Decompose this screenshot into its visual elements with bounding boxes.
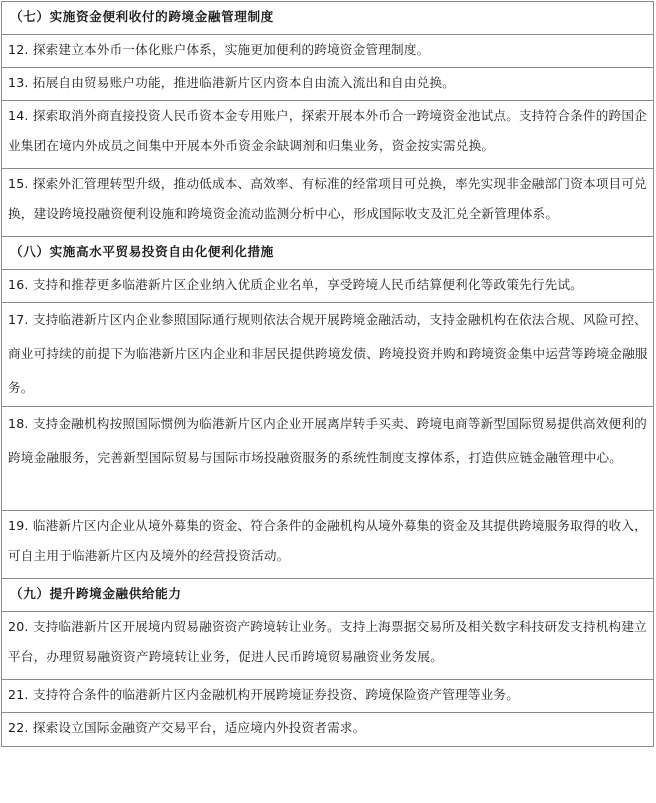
list-item-19: 19. 临港新片区内企业从境外募集的资金、符合条件的金融机构从境外募集的资金及其提供跨境服务取得的收入，可自主用于临港新片区内及境外的经营投资活动。 <box>2 511 653 579</box>
list-item-15: 15. 探索外汇管理转型升级，推动低成本、高效率、有标准的经常项目可兑换，率先实现非金融部门资本项目可兑换，建设跨境投融资便利设施和跨境资金流动监测分析中心，形成国际收支及汇兑全新管理体系。 <box>2 169 653 237</box>
list-item-18: 18. 支持金融机构按照国际惯例为临港新片区内企业开展离岸转手买卖、跨境电商等新型国际贸易提供高效便利的跨境金融服务，完善新型国际贸易与国际市场投融资服务的系统性制度支撑体系，打造供应链金融管理中心。 <box>2 407 653 511</box>
section-heading-9: （九）提升跨境金融供给能力 <box>2 579 653 612</box>
list-item-13: 13. 拓展自由贸易账户功能，推进临港新片区内资本自由流入流出和自由兑换。 <box>2 68 653 101</box>
section-heading-7: （七）实施资金便利收付的跨境金融管理制度 <box>2 2 653 35</box>
list-item-17: 17. 支持临港新片区内企业参照国际通行规则依法合规开展跨境金融活动，支持金融机构在依法合规、风险可控、商业可持续的前提下为临港新片区内企业和非居民提供跨境发债、跨境投资并购和跨境资金集中运营等跨境金融服务。 <box>2 303 653 407</box>
list-item-16: 16. 支持和推荐更多临港新片区企业纳入优质企业名单，享受跨境人民币结算便利化等政策先行先试。 <box>2 270 653 303</box>
list-item-14: 14. 探索取消外商直接投资人民币资本金专用账户，探索开展本外币合一跨境资金池试点。支持符合条件的跨国企业集团在境内外成员之间集中开展本外币资金余缺调剂和归集业务，资金按实需兑换。 <box>2 101 653 169</box>
section-heading-8: （八）实施高水平贸易投资自由化便利化措施 <box>2 237 653 270</box>
list-item-21: 21. 支持符合条件的临港新片区内金融机构开展跨境证券投资、跨境保险资产管理等业务。 <box>2 680 653 713</box>
list-item-12: 12. 探索建立本外币一体化账户体系，实施更加便利的跨境资金管理制度。 <box>2 35 653 68</box>
list-item-20: 20. 支持临港新片区开展境内贸易融资资产跨境转让业务。支持上海票据交易所及相关数字科技研发支持机构建立平台，办理贸易融资资产跨境转让业务，促进人民币跨境贸易融资业务发展。 <box>2 612 653 680</box>
list-item-22: 22. 探索设立国际金融资产交易平台，适应境内外投资者需求。 <box>8 720 366 735</box>
policy-table <box>1 1 654 747</box>
